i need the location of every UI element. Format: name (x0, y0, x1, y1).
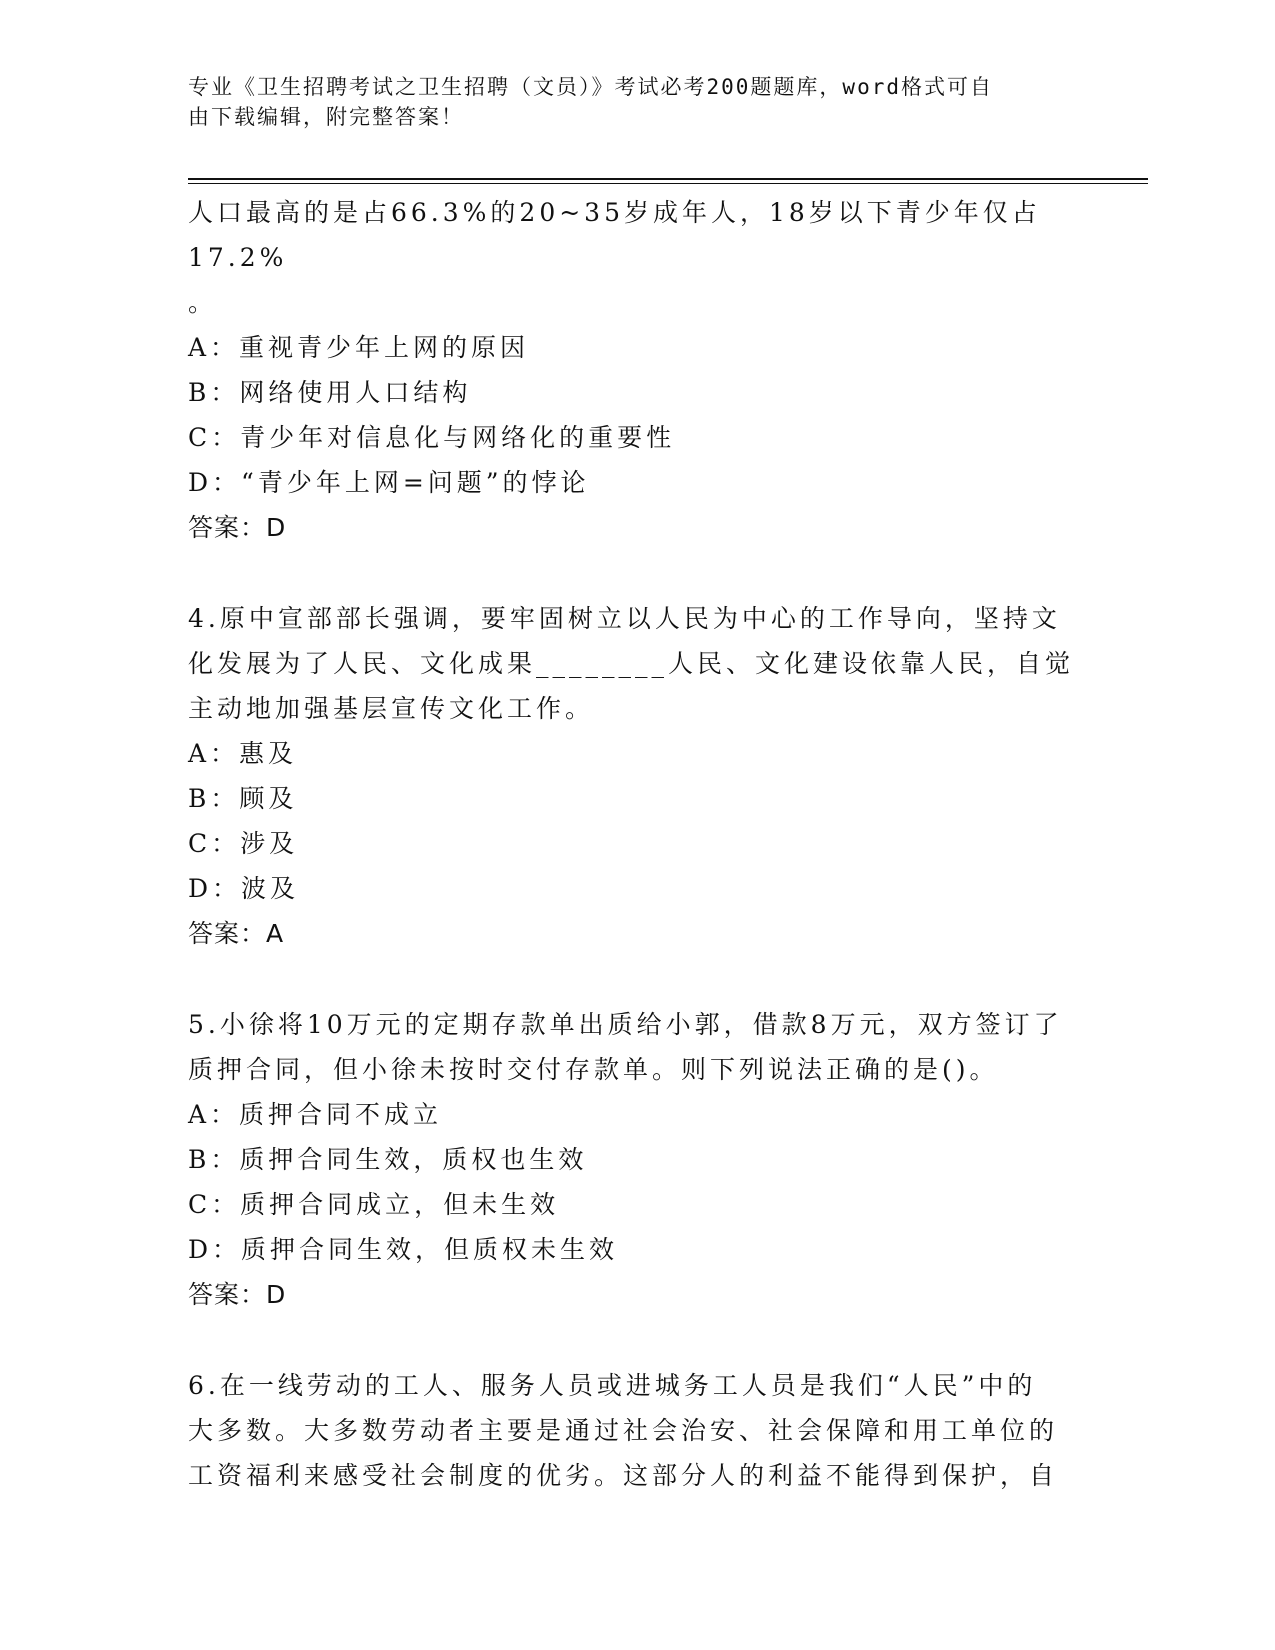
question-4-option-b: B：顾及 (188, 784, 298, 813)
question-3-option-c: C：青少年对信息化与网络化的重要性 (188, 423, 676, 452)
question-3-option-a: A：重视青少年上网的原因 (188, 333, 530, 362)
question-5-text-line-2: 质押合同，但小徐未按时交付存款单。则下列说法正确的是()。 (188, 1055, 999, 1084)
question-3-text-line-1: 人口最高的是占66.3%的20~35岁成年人，18岁以下青少年仅占17.2% (188, 198, 1041, 272)
question-3-option-b: B：网络使用人口结构 (188, 378, 472, 407)
question-5 (188, 1002, 1088, 1317)
question-6-text-line-1: 6.在一线劳动的工人、服务人员或进城务工人员是我们“人民”中的 (188, 1371, 1037, 1400)
header-divider-thick (188, 178, 1148, 180)
header-line-1: 专业《卫生招聘考试之卫生招聘（文员）》考试必考200题题库，word格式可自 (188, 75, 993, 99)
header-divider-thin (188, 183, 1148, 184)
question-4-text-line-2: 化发展为了人民、文化成果________人民、文化建设依靠人民，自觉 (188, 649, 1075, 678)
question-3-option-d: D：“青少年上网=问题”的悖论 (188, 468, 590, 497)
question-5-option-d: D：质押合同生效，但质权未生效 (188, 1235, 619, 1264)
question-spacer (188, 956, 1088, 1002)
question-5-answer: 答案：D (188, 1280, 287, 1309)
question-spacer (188, 550, 1088, 596)
question-4-text-line-1: 4.原中宣部部长强调，要牢固树立以人民为中心的工作导向，坚持文 (188, 604, 1061, 633)
question-6 (188, 1363, 1088, 1498)
question-5-text-line-1: 5.小徐将10万元的定期存款单出质给小郭，借款8万元，双方签订了 (188, 1010, 1063, 1039)
question-5-option-a: A：质押合同不成立 (188, 1100, 443, 1129)
question-6-text-line-3: 工资福利来感受社会制度的优劣。这部分人的利益不能得到保护，自 (188, 1461, 1059, 1490)
question-4-option-a: A：惠及 (188, 739, 298, 768)
question-3-answer: 答案：D (188, 513, 287, 542)
question-4-answer: 答案：A (188, 919, 285, 948)
question-list (188, 190, 1088, 1498)
question-5-option-c: C：质押合同成立，但未生效 (188, 1190, 560, 1219)
question-3-text-line-2: 。 (188, 288, 218, 317)
question-6-text-line-2: 大多数。大多数劳动者主要是通过社会治安、社会保障和用工单位的 (188, 1416, 1059, 1445)
question-5-option-b: B：质押合同生效，质权也生效 (188, 1145, 588, 1174)
question-spacer (188, 1317, 1088, 1363)
document-header (188, 72, 1088, 132)
question-4-option-d: D：波及 (188, 874, 300, 903)
question-3 (188, 190, 1088, 550)
header-line-2: 由下载编辑，附完整答案！ (188, 105, 464, 129)
question-4-option-c: C：涉及 (188, 829, 299, 858)
question-4-text-line-3: 主动地加强基层宣传文化工作。 (188, 694, 595, 723)
question-4 (188, 596, 1088, 956)
